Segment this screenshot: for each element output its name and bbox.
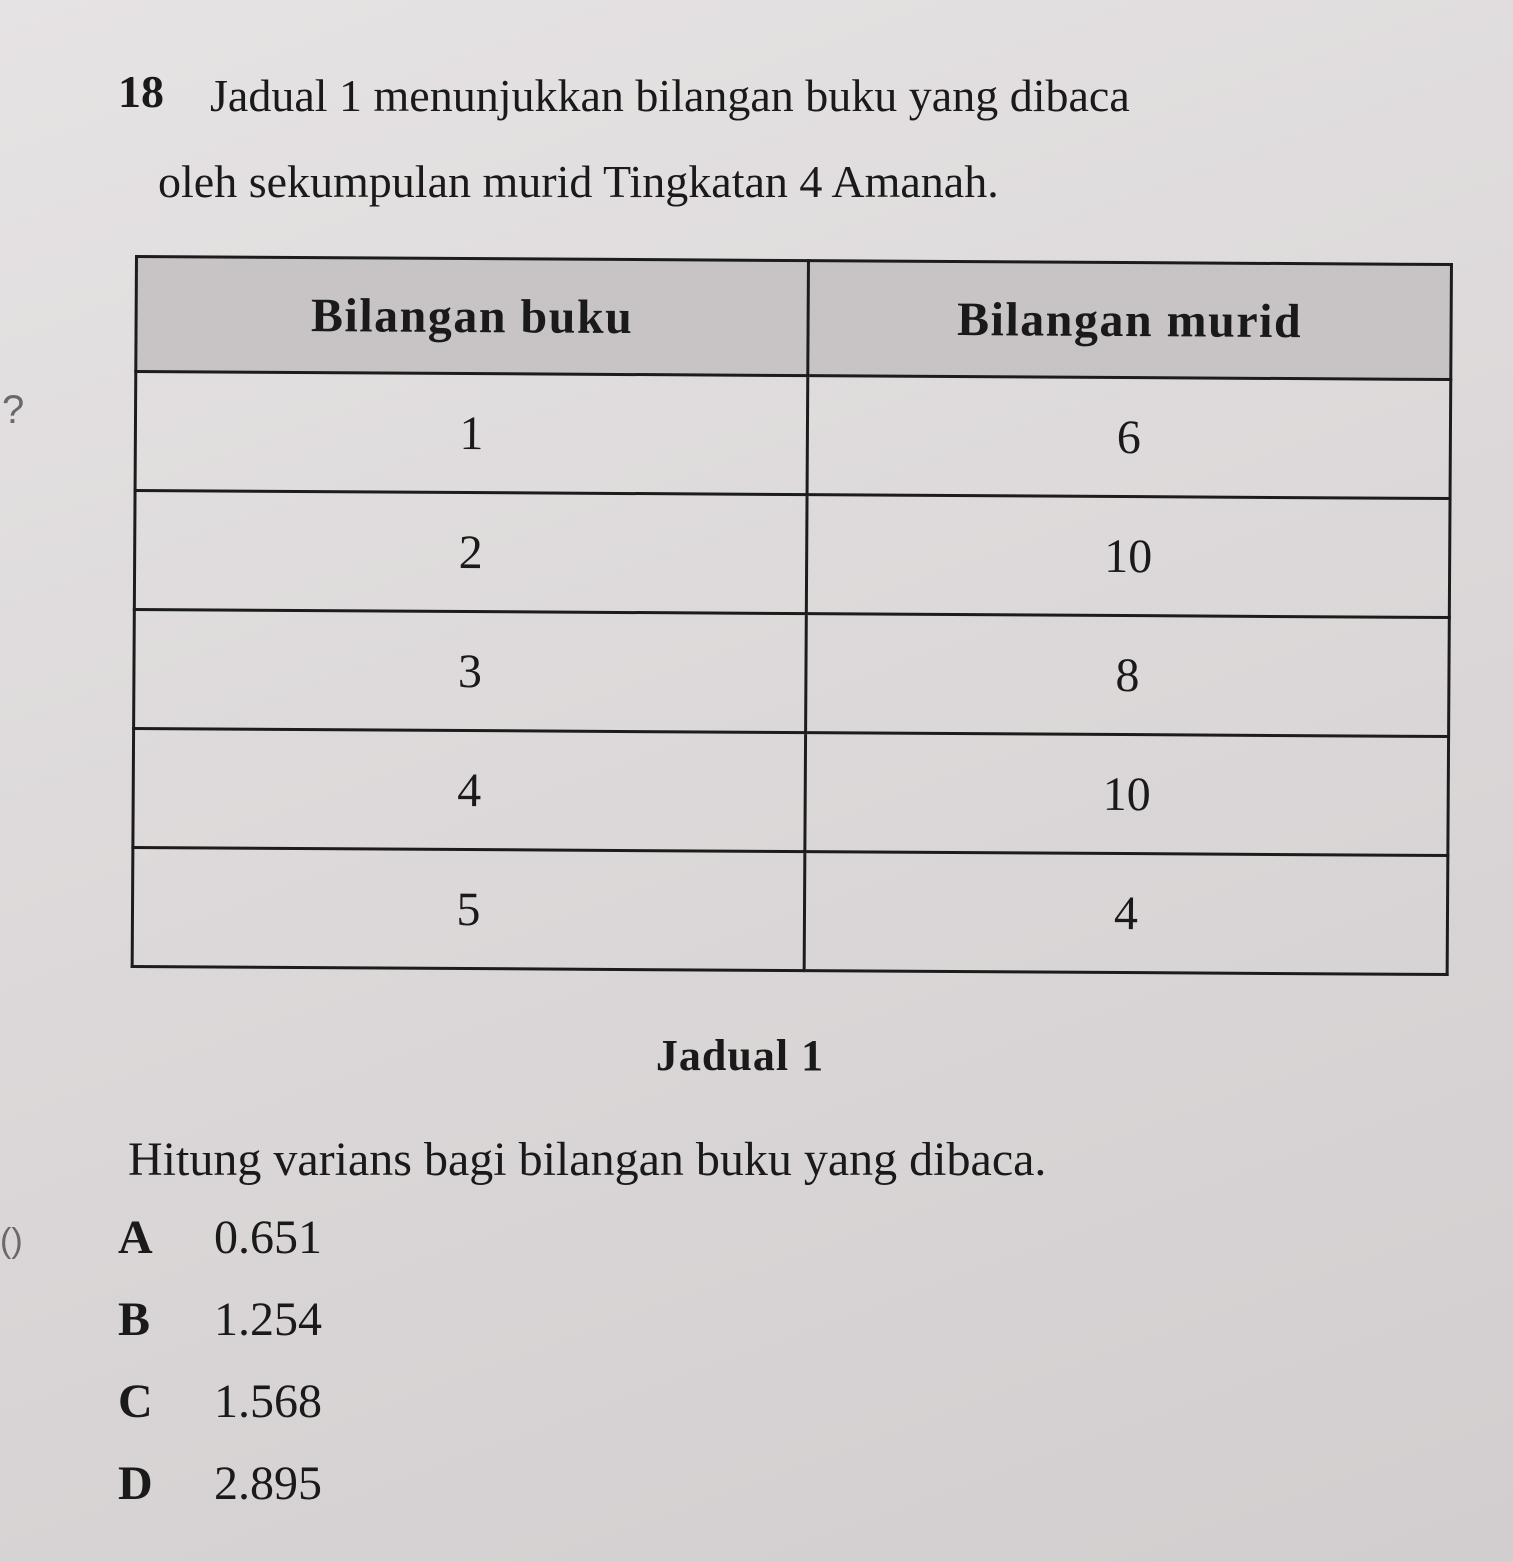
table-cell-books: 5	[132, 847, 805, 970]
table-cell-students: 10	[806, 495, 1450, 618]
option-b[interactable]	[118, 1292, 322, 1347]
table-cell-students: 8	[806, 614, 1450, 737]
option-value: 0.651	[214, 1211, 322, 1264]
question-instruction: Hitung varians bagi bilangan buku yang dibaca.	[128, 1133, 1047, 1186]
option-d[interactable]	[118, 1456, 322, 1511]
option-value: 2.895	[214, 1457, 322, 1510]
header-bilangan-buku: Bilangan buku	[136, 257, 809, 376]
margin-pencil-mark: ?	[2, 388, 25, 432]
option-value: 1.568	[214, 1375, 322, 1428]
table-row	[134, 491, 1450, 618]
frequency-table	[131, 255, 1453, 976]
option-a[interactable]	[118, 1210, 322, 1265]
table-cell-students: 4	[804, 852, 1448, 975]
table-cell-books: 2	[134, 491, 807, 614]
header-bilangan-murid: Bilangan murid	[808, 261, 1452, 380]
margin-pencil-mark: ()	[0, 1222, 23, 1260]
table-header-row	[136, 257, 1452, 380]
option-c[interactable]	[118, 1374, 322, 1429]
question-text-line-2: oleh sekumpulan murid Tingkatan 4 Amanah.	[158, 156, 999, 207]
table-cell-students: 10	[805, 733, 1449, 856]
option-letter: A	[118, 1211, 153, 1264]
table-row	[135, 372, 1451, 499]
option-value: 1.254	[214, 1293, 322, 1346]
table-row	[134, 610, 1450, 737]
table-cell-books: 4	[133, 729, 806, 852]
option-letter: C	[118, 1375, 153, 1428]
option-letter: D	[118, 1457, 153, 1510]
option-letter: B	[118, 1293, 151, 1346]
table-row	[133, 729, 1449, 856]
table-row	[132, 847, 1448, 974]
question-text-line-1: Jadual 1 menunjukkan bilangan buku yang dibaca	[210, 70, 1130, 121]
question-number: 18	[118, 66, 164, 117]
table-cell-books: 1	[135, 372, 808, 495]
table-cell-students: 6	[807, 376, 1451, 499]
table-cell-books: 3	[134, 610, 807, 733]
table-caption: Jadual 1	[655, 1031, 825, 1080]
